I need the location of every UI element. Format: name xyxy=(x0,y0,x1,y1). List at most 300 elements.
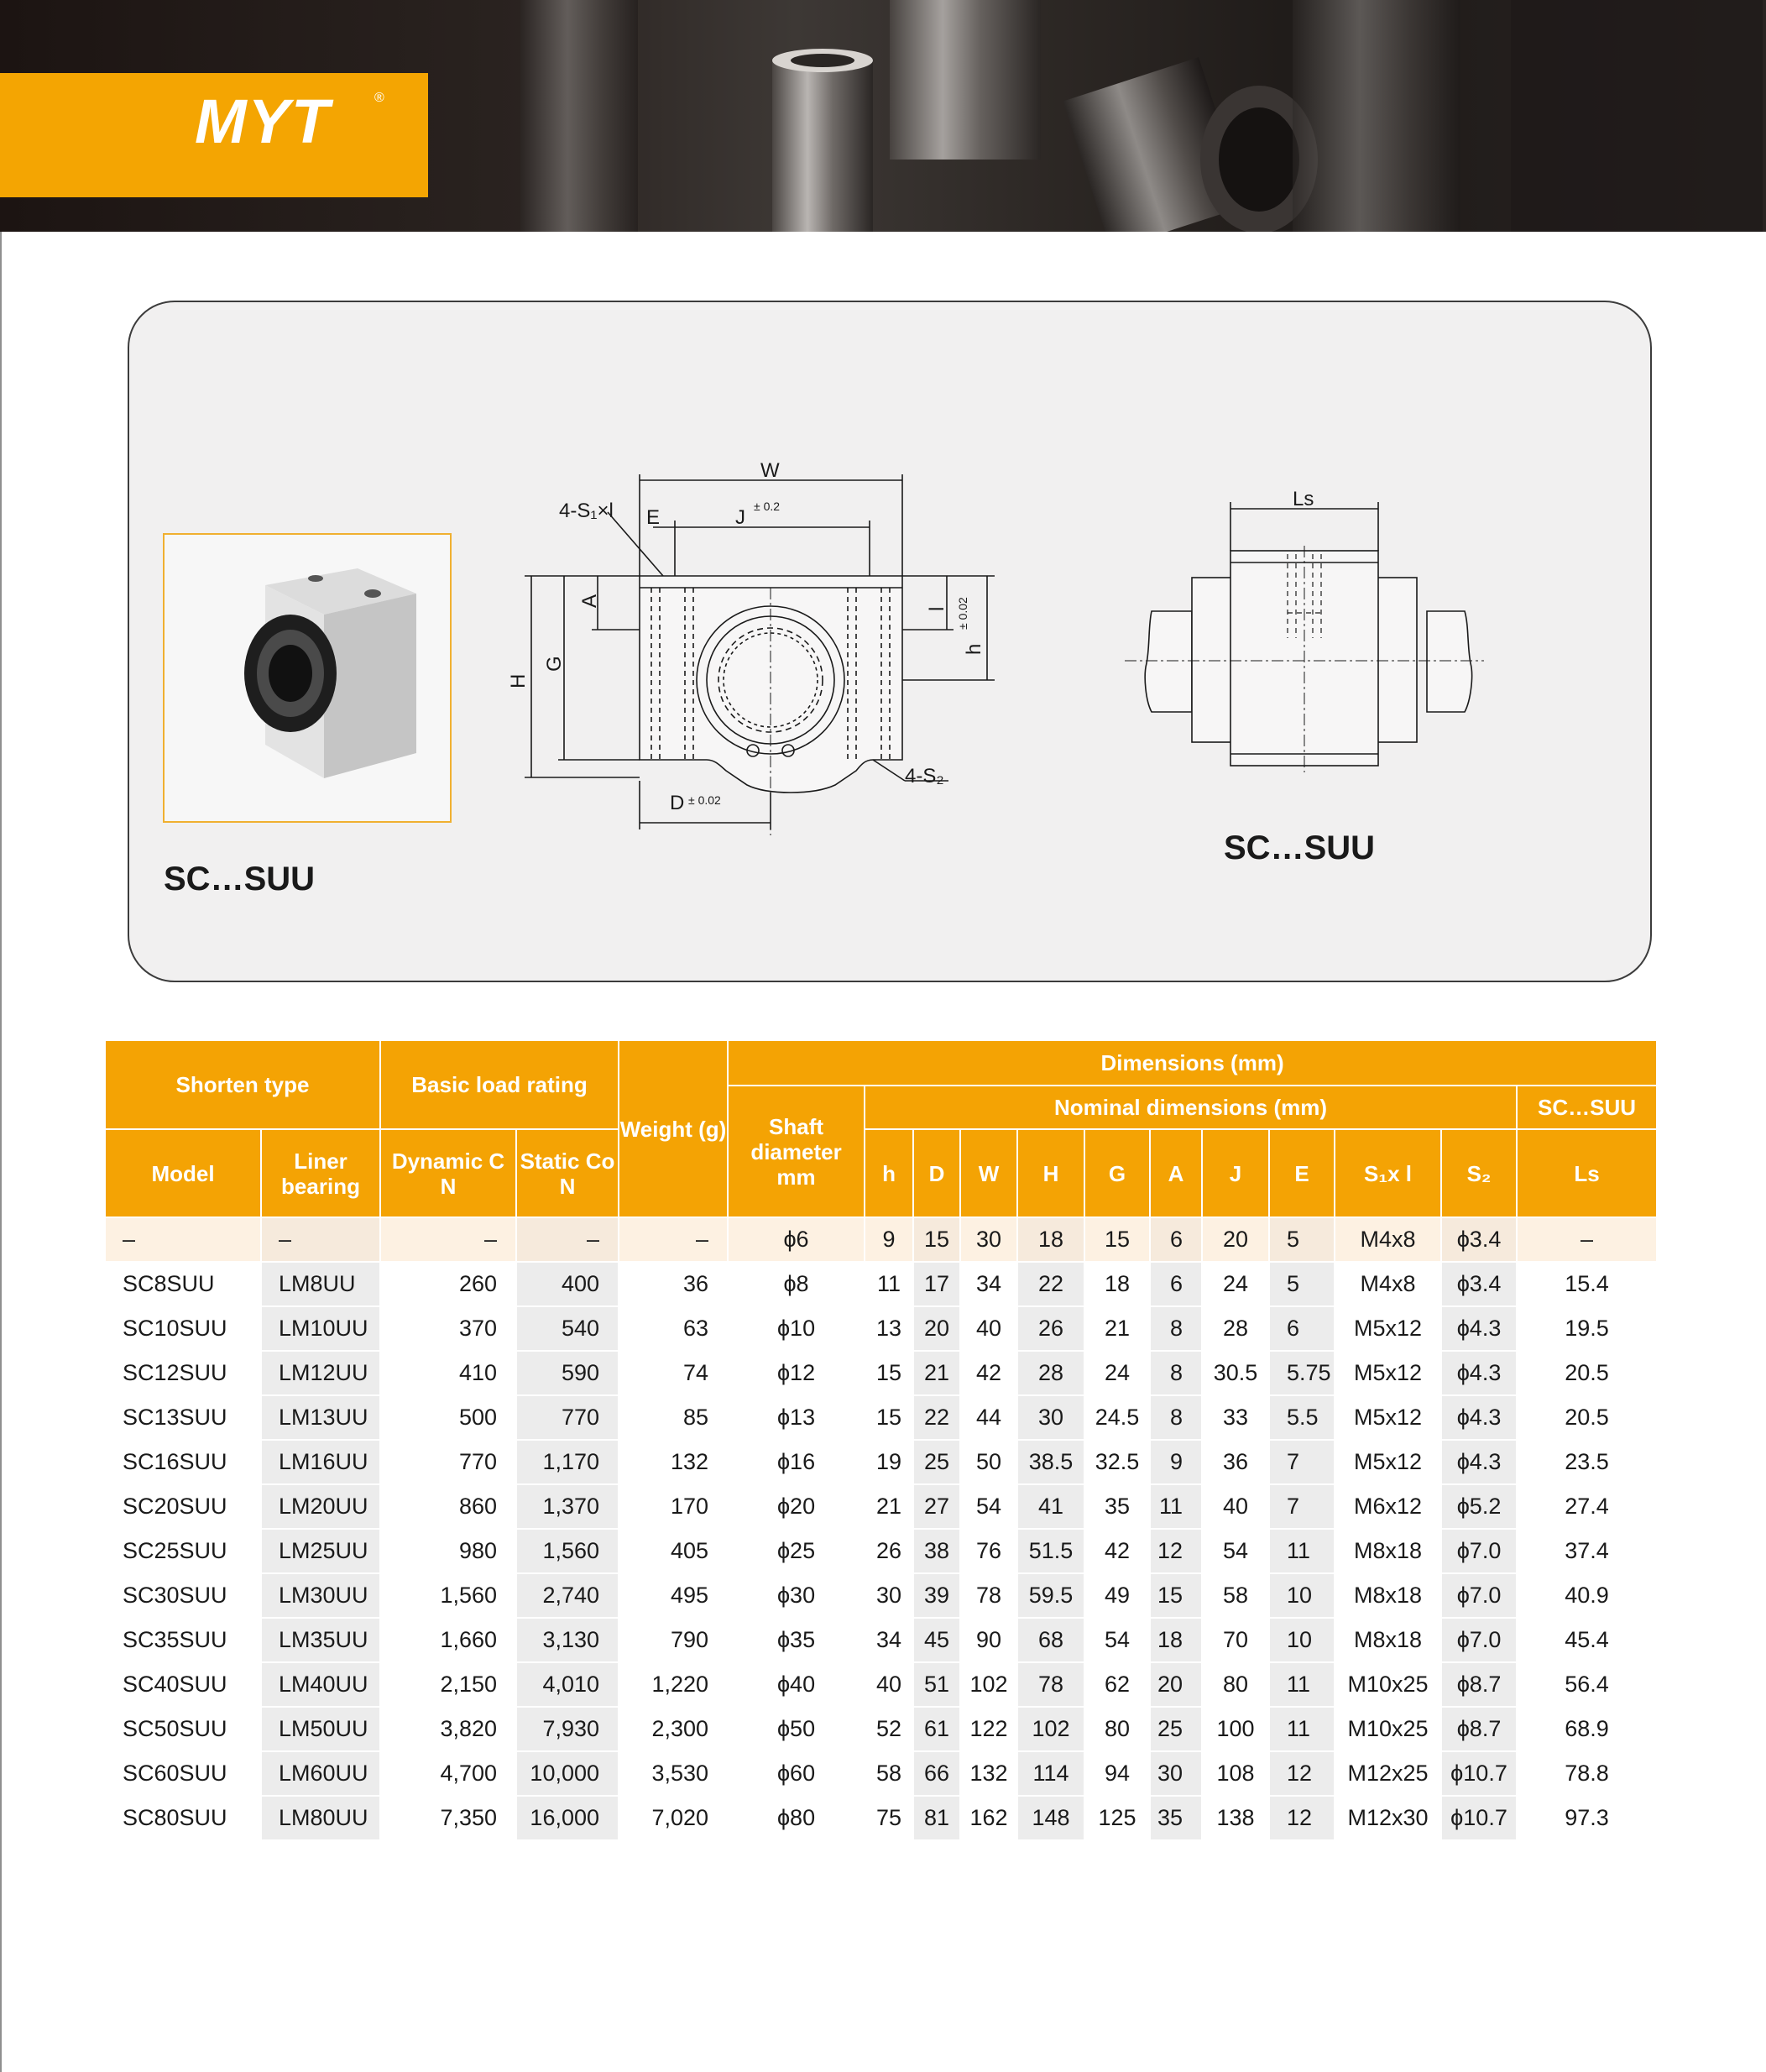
cell-Ls: 37.4 xyxy=(1517,1529,1657,1573)
hdr-W: W xyxy=(960,1129,1017,1217)
cell-J: 28 xyxy=(1202,1306,1269,1351)
page-left-rule xyxy=(0,232,2,2072)
hdr-shaft-label: Shaft diameter xyxy=(750,1113,842,1164)
cell-G: 62 xyxy=(1084,1662,1150,1707)
cell-h: 52 xyxy=(865,1707,913,1751)
label-Ls: Ls xyxy=(1293,488,1314,510)
cell-liner: LM12UU xyxy=(261,1351,380,1395)
hdr-shaft xyxy=(728,1086,865,1217)
cell-shaft: ϕ35 xyxy=(728,1618,865,1662)
cell-S1xl: M12x25 xyxy=(1335,1751,1441,1796)
cell-E: 12 xyxy=(1269,1796,1335,1840)
cell-model: SC8SUU xyxy=(106,1262,261,1306)
cell-S1xl: M8x18 xyxy=(1335,1529,1441,1573)
cell-liner: LM10UU xyxy=(261,1306,380,1351)
cell-liner: LM50UU xyxy=(261,1707,380,1751)
table-row xyxy=(106,1217,1657,1262)
cell-S1xl: M8x18 xyxy=(1335,1618,1441,1662)
cell-dynamic: – xyxy=(380,1217,516,1262)
cell-D: 51 xyxy=(913,1662,960,1707)
cell-G: 54 xyxy=(1084,1618,1150,1662)
hdr-G: G xyxy=(1084,1129,1150,1217)
cell-shaft: ϕ8 xyxy=(728,1262,865,1306)
cell-static: 590 xyxy=(516,1351,619,1395)
label-A: A xyxy=(578,594,601,608)
cell-S1xl: M5x12 xyxy=(1335,1306,1441,1351)
table-row xyxy=(106,1662,1657,1707)
label-H: H xyxy=(507,673,530,688)
cell-H: 102 xyxy=(1017,1707,1084,1751)
cell-weight: 74 xyxy=(619,1351,728,1395)
cell-D: 15 xyxy=(913,1217,960,1262)
cell-Ls: 20.5 xyxy=(1517,1395,1657,1440)
cell-G: 32.5 xyxy=(1084,1440,1150,1484)
cell-h: 11 xyxy=(865,1262,913,1306)
cell-model: SC12SUU xyxy=(106,1351,261,1395)
cell-D: 27 xyxy=(913,1484,960,1529)
spec-table-body xyxy=(106,1217,1657,1840)
cell-static: 1,170 xyxy=(516,1440,619,1484)
cell-A: 6 xyxy=(1150,1217,1202,1262)
cell-H: 26 xyxy=(1017,1306,1084,1351)
cell-shaft: ϕ16 xyxy=(728,1440,865,1484)
cell-H: 28 xyxy=(1017,1351,1084,1395)
cell-J: 70 xyxy=(1202,1618,1269,1662)
cell-D: 25 xyxy=(913,1440,960,1484)
cell-Ls: 15.4 xyxy=(1517,1262,1657,1306)
cell-W: 40 xyxy=(960,1306,1017,1351)
cell-dynamic: 410 xyxy=(380,1351,516,1395)
cell-Ls: 56.4 xyxy=(1517,1662,1657,1707)
cell-model: SC20SUU xyxy=(106,1484,261,1529)
label-h: h xyxy=(963,643,985,655)
cell-Ls: 20.5 xyxy=(1517,1351,1657,1395)
cell-A: 35 xyxy=(1150,1796,1202,1840)
cell-D: 17 xyxy=(913,1262,960,1306)
cell-W: 122 xyxy=(960,1707,1017,1751)
cell-S1xl: M8x18 xyxy=(1335,1573,1441,1618)
cell-model: SC60SUU xyxy=(106,1751,261,1796)
cell-H: 114 xyxy=(1017,1751,1084,1796)
table-row xyxy=(106,1573,1657,1618)
cell-static: 1,370 xyxy=(516,1484,619,1529)
cell-W: 34 xyxy=(960,1262,1017,1306)
hdr-Ls: Ls xyxy=(1517,1129,1657,1217)
front-view-drawing xyxy=(487,445,1024,848)
cell-S1xl: M4x8 xyxy=(1335,1262,1441,1306)
cell-weight: – xyxy=(619,1217,728,1262)
cell-E: 6 xyxy=(1269,1306,1335,1351)
cell-weight: 7,020 xyxy=(619,1796,728,1840)
cell-weight: 85 xyxy=(619,1395,728,1440)
cell-A: 12 xyxy=(1150,1529,1202,1573)
side-view-drawing xyxy=(1108,479,1494,789)
cell-A: 18 xyxy=(1150,1618,1202,1662)
cell-S1xl: M5x12 xyxy=(1335,1440,1441,1484)
cell-J: 33 xyxy=(1202,1395,1269,1440)
cell-G: 94 xyxy=(1084,1751,1150,1796)
cell-dynamic: 1,560 xyxy=(380,1573,516,1618)
cell-D: 21 xyxy=(913,1351,960,1395)
cell-J: 54 xyxy=(1202,1529,1269,1573)
hdr-static: Static Co N xyxy=(516,1129,619,1217)
cell-S2: ϕ7.0 xyxy=(1441,1618,1517,1662)
cell-A: 8 xyxy=(1150,1351,1202,1395)
table-row xyxy=(106,1262,1657,1306)
cell-S2: ϕ10.7 xyxy=(1441,1751,1517,1796)
cell-static: – xyxy=(516,1217,619,1262)
cell-E: 12 xyxy=(1269,1751,1335,1796)
hdr-J: J xyxy=(1202,1129,1269,1217)
cell-weight: 36 xyxy=(619,1262,728,1306)
label-D-tol: ± 0.02 xyxy=(688,793,721,807)
cell-liner: LM20UU xyxy=(261,1484,380,1529)
cell-shaft: ϕ10 xyxy=(728,1306,865,1351)
table-row xyxy=(106,1440,1657,1484)
cell-J: 36 xyxy=(1202,1440,1269,1484)
hdr-dimensions: Dimensions (mm) xyxy=(728,1041,1657,1086)
cell-static: 770 xyxy=(516,1395,619,1440)
cell-shaft: ϕ80 xyxy=(728,1796,865,1840)
cell-G: 24 xyxy=(1084,1351,1150,1395)
label-J-tol: ± 0.2 xyxy=(754,500,781,513)
cell-Ls: 68.9 xyxy=(1517,1707,1657,1751)
cell-J: 108 xyxy=(1202,1751,1269,1796)
cell-G: 49 xyxy=(1084,1573,1150,1618)
cell-S2: ϕ4.3 xyxy=(1441,1395,1517,1440)
cell-static: 540 xyxy=(516,1306,619,1351)
cell-weight: 790 xyxy=(619,1618,728,1662)
cell-weight: 405 xyxy=(619,1529,728,1573)
label-D: D xyxy=(670,792,685,814)
cell-h: 30 xyxy=(865,1573,913,1618)
table-row xyxy=(106,1751,1657,1796)
cell-S2: ϕ7.0 xyxy=(1441,1573,1517,1618)
header-banner xyxy=(0,0,1766,232)
cell-weight: 3,530 xyxy=(619,1751,728,1796)
cell-W: 78 xyxy=(960,1573,1017,1618)
label-S1: 4-S₁×l xyxy=(559,500,614,522)
cell-model: SC13SUU xyxy=(106,1395,261,1440)
cell-G: 24.5 xyxy=(1084,1395,1150,1440)
cell-h: 13 xyxy=(865,1306,913,1351)
cell-H: 148 xyxy=(1017,1796,1084,1840)
cell-model: SC80SUU xyxy=(106,1796,261,1840)
cell-J: 58 xyxy=(1202,1573,1269,1618)
cell-A: 11 xyxy=(1150,1484,1202,1529)
cell-S1xl: M5x12 xyxy=(1335,1351,1441,1395)
cell-shaft: ϕ40 xyxy=(728,1662,865,1707)
cell-Ls: 19.5 xyxy=(1517,1306,1657,1351)
cell-E: 11 xyxy=(1269,1662,1335,1707)
cell-J: 100 xyxy=(1202,1707,1269,1751)
cell-model: – xyxy=(106,1217,261,1262)
cell-dynamic: 2,150 xyxy=(380,1662,516,1707)
hdr-A: A xyxy=(1150,1129,1202,1217)
label-S2: 4-S₂ xyxy=(905,765,944,787)
cell-W: 54 xyxy=(960,1484,1017,1529)
cell-S1xl: M12x30 xyxy=(1335,1796,1441,1840)
cell-dynamic: 860 xyxy=(380,1484,516,1529)
cell-S2: ϕ8.7 xyxy=(1441,1707,1517,1751)
cell-liner: LM35UU xyxy=(261,1618,380,1662)
cell-liner: LM8UU xyxy=(261,1262,380,1306)
cell-dynamic: 980 xyxy=(380,1529,516,1573)
cell-H: 51.5 xyxy=(1017,1529,1084,1573)
cell-J: 30.5 xyxy=(1202,1351,1269,1395)
cell-G: 15 xyxy=(1084,1217,1150,1262)
cell-S1xl: M10x25 xyxy=(1335,1662,1441,1707)
cell-S2: ϕ10.7 xyxy=(1441,1796,1517,1840)
cell-A: 6 xyxy=(1150,1262,1202,1306)
cell-Ls: 78.8 xyxy=(1517,1751,1657,1796)
hdr-D: D xyxy=(913,1129,960,1217)
label-E: E xyxy=(646,506,661,529)
cell-static: 2,740 xyxy=(516,1573,619,1618)
cell-h: 19 xyxy=(865,1440,913,1484)
cell-H: 41 xyxy=(1017,1484,1084,1529)
cell-J: 80 xyxy=(1202,1662,1269,1707)
cell-shaft: ϕ13 xyxy=(728,1395,865,1440)
cell-A: 8 xyxy=(1150,1306,1202,1351)
cell-A: 25 xyxy=(1150,1707,1202,1751)
cell-S2: ϕ3.4 xyxy=(1441,1217,1517,1262)
hdr-shaft-unit: mm xyxy=(776,1164,816,1190)
cell-model: SC16SUU xyxy=(106,1440,261,1484)
cell-h: 15 xyxy=(865,1351,913,1395)
hdr-nominal: Nominal dimensions (mm) xyxy=(865,1086,1517,1129)
cell-weight: 2,300 xyxy=(619,1707,728,1751)
cell-liner: LM13UU xyxy=(261,1395,380,1440)
cell-weight: 63 xyxy=(619,1306,728,1351)
cell-Ls: 23.5 xyxy=(1517,1440,1657,1484)
cell-shaft: ϕ25 xyxy=(728,1529,865,1573)
cell-static: 1,560 xyxy=(516,1529,619,1573)
cell-H: 18 xyxy=(1017,1217,1084,1262)
label-G: G xyxy=(543,656,566,672)
table-row xyxy=(106,1529,1657,1573)
cell-model: SC25SUU xyxy=(106,1529,261,1573)
cell-static: 400 xyxy=(516,1262,619,1306)
cell-W: 30 xyxy=(960,1217,1017,1262)
cell-static: 3,130 xyxy=(516,1618,619,1662)
cell-static: 16,000 xyxy=(516,1796,619,1840)
pillow-block-photo xyxy=(165,535,450,821)
hdr-basic-load: Basic load rating xyxy=(380,1041,619,1129)
cell-E: 11 xyxy=(1269,1707,1335,1751)
cell-S1xl: M10x25 xyxy=(1335,1707,1441,1751)
hdr-shorten-type: Shorten type xyxy=(106,1041,380,1129)
brand-logo: MYT xyxy=(195,86,332,156)
cell-static: 10,000 xyxy=(516,1751,619,1796)
hdr-E: E xyxy=(1269,1129,1335,1217)
cell-E: 7 xyxy=(1269,1484,1335,1529)
table-row xyxy=(106,1618,1657,1662)
cell-S1xl: M4x8 xyxy=(1335,1217,1441,1262)
cell-W: 42 xyxy=(960,1351,1017,1395)
cell-E: 5.5 xyxy=(1269,1395,1335,1440)
cell-D: 66 xyxy=(913,1751,960,1796)
cell-S2: ϕ4.3 xyxy=(1441,1306,1517,1351)
label-l: l xyxy=(926,606,948,611)
cell-model: SC35SUU xyxy=(106,1618,261,1662)
cell-W: 44 xyxy=(960,1395,1017,1440)
cell-model: SC30SUU xyxy=(106,1573,261,1618)
table-row xyxy=(106,1351,1657,1395)
cell-W: 102 xyxy=(960,1662,1017,1707)
cell-D: 22 xyxy=(913,1395,960,1440)
drawing-caption: SC…SUU xyxy=(1224,829,1376,866)
cell-H: 30 xyxy=(1017,1395,1084,1440)
cell-D: 81 xyxy=(913,1796,960,1840)
cell-h: 75 xyxy=(865,1796,913,1840)
cell-Ls: 97.3 xyxy=(1517,1796,1657,1840)
cell-E: 5 xyxy=(1269,1217,1335,1262)
cell-J: 40 xyxy=(1202,1484,1269,1529)
hdr-sc-suu: SC…SUU xyxy=(1517,1086,1657,1129)
cell-S2: ϕ4.3 xyxy=(1441,1351,1517,1395)
hdr-S1xl: S₁x l xyxy=(1335,1129,1441,1217)
cell-A: 8 xyxy=(1150,1395,1202,1440)
cell-E: 5.75 xyxy=(1269,1351,1335,1395)
cell-dynamic: 370 xyxy=(380,1306,516,1351)
table-row xyxy=(106,1306,1657,1351)
cell-A: 9 xyxy=(1150,1440,1202,1484)
label-W: W xyxy=(760,459,780,482)
cell-A: 20 xyxy=(1150,1662,1202,1707)
cell-W: 76 xyxy=(960,1529,1017,1573)
cell-model: SC50SUU xyxy=(106,1707,261,1751)
cell-liner: LM25UU xyxy=(261,1529,380,1573)
cell-E: 5 xyxy=(1269,1262,1335,1306)
cell-h: 9 xyxy=(865,1217,913,1262)
cell-E: 11 xyxy=(1269,1529,1335,1573)
cell-h: 34 xyxy=(865,1618,913,1662)
cell-W: 50 xyxy=(960,1440,1017,1484)
cell-liner: LM16UU xyxy=(261,1440,380,1484)
hdr-liner: Liner bearing xyxy=(261,1129,380,1217)
cell-D: 61 xyxy=(913,1707,960,1751)
cell-weight: 495 xyxy=(619,1573,728,1618)
cell-liner: LM80UU xyxy=(261,1796,380,1840)
cell-H: 78 xyxy=(1017,1662,1084,1707)
hdr-S2: S₂ xyxy=(1441,1129,1517,1217)
cell-liner: LM60UU xyxy=(261,1751,380,1796)
product-photo-frame xyxy=(163,533,452,823)
cell-S2: ϕ5.2 xyxy=(1441,1484,1517,1529)
cell-S2: ϕ7.0 xyxy=(1441,1529,1517,1573)
cell-weight: 1,220 xyxy=(619,1662,728,1707)
cell-Ls: 27.4 xyxy=(1517,1484,1657,1529)
cell-dynamic: 1,660 xyxy=(380,1618,516,1662)
hdr-dynamic: Dynamic C N xyxy=(380,1129,516,1217)
hdr-h: h xyxy=(865,1129,913,1217)
cell-h: 40 xyxy=(865,1662,913,1707)
cell-S1xl: M5x12 xyxy=(1335,1395,1441,1440)
hdr-weight: Weight (g) xyxy=(619,1041,728,1217)
cell-dynamic: 500 xyxy=(380,1395,516,1440)
cell-liner: LM40UU xyxy=(261,1662,380,1707)
cell-D: 38 xyxy=(913,1529,960,1573)
cell-liner: LM30UU xyxy=(261,1573,380,1618)
table-row xyxy=(106,1484,1657,1529)
cell-Ls: 45.4 xyxy=(1517,1618,1657,1662)
cell-G: 42 xyxy=(1084,1529,1150,1573)
cell-J: 24 xyxy=(1202,1262,1269,1306)
cell-G: 80 xyxy=(1084,1707,1150,1751)
cell-shaft: ϕ30 xyxy=(728,1573,865,1618)
cell-D: 39 xyxy=(913,1573,960,1618)
cell-h: 58 xyxy=(865,1751,913,1796)
cell-D: 45 xyxy=(913,1618,960,1662)
cell-dynamic: 260 xyxy=(380,1262,516,1306)
registered-mark: ® xyxy=(374,91,384,105)
cell-shaft: ϕ20 xyxy=(728,1484,865,1529)
label-J: J xyxy=(735,506,745,529)
cell-model: SC10SUU xyxy=(106,1306,261,1351)
cell-A: 15 xyxy=(1150,1573,1202,1618)
cell-weight: 132 xyxy=(619,1440,728,1484)
cell-dynamic: 4,700 xyxy=(380,1751,516,1796)
hdr-H: H xyxy=(1017,1129,1084,1217)
cell-E: 10 xyxy=(1269,1573,1335,1618)
cell-S2: ϕ3.4 xyxy=(1441,1262,1517,1306)
cell-h: 15 xyxy=(865,1395,913,1440)
cell-E: 10 xyxy=(1269,1618,1335,1662)
cell-H: 22 xyxy=(1017,1262,1084,1306)
cell-static: 7,930 xyxy=(516,1707,619,1751)
cell-G: 125 xyxy=(1084,1796,1150,1840)
cell-H: 68 xyxy=(1017,1618,1084,1662)
cell-G: 21 xyxy=(1084,1306,1150,1351)
cell-G: 35 xyxy=(1084,1484,1150,1529)
cell-liner: – xyxy=(261,1217,380,1262)
cell-W: 90 xyxy=(960,1618,1017,1662)
cell-S2: ϕ4.3 xyxy=(1441,1440,1517,1484)
cell-dynamic: 7,350 xyxy=(380,1796,516,1840)
cell-S1xl: M6x12 xyxy=(1335,1484,1441,1529)
cell-J: 20 xyxy=(1202,1217,1269,1262)
cell-shaft: ϕ60 xyxy=(728,1751,865,1796)
cell-dynamic: 3,820 xyxy=(380,1707,516,1751)
cell-H: 59.5 xyxy=(1017,1573,1084,1618)
cell-W: 132 xyxy=(960,1751,1017,1796)
cell-H: 38.5 xyxy=(1017,1440,1084,1484)
cell-h: 26 xyxy=(865,1529,913,1573)
cell-Ls: 40.9 xyxy=(1517,1573,1657,1618)
hdr-model: Model xyxy=(106,1129,261,1217)
table-row xyxy=(106,1395,1657,1440)
cell-Ls: – xyxy=(1517,1217,1657,1262)
label-h-tol: ± 0.02 xyxy=(956,597,969,630)
cell-W: 162 xyxy=(960,1796,1017,1840)
cell-D: 20 xyxy=(913,1306,960,1351)
cell-shaft: ϕ12 xyxy=(728,1351,865,1395)
cell-G: 18 xyxy=(1084,1262,1150,1306)
cell-shaft: ϕ50 xyxy=(728,1707,865,1751)
photo-caption: SC…SUU xyxy=(164,861,316,897)
cell-static: 4,010 xyxy=(516,1662,619,1707)
cell-weight: 170 xyxy=(619,1484,728,1529)
cell-S2: ϕ8.7 xyxy=(1441,1662,1517,1707)
cell-model: SC40SUU xyxy=(106,1662,261,1707)
cell-J: 138 xyxy=(1202,1796,1269,1840)
cell-dynamic: 770 xyxy=(380,1440,516,1484)
table-row xyxy=(106,1707,1657,1751)
cell-E: 7 xyxy=(1269,1440,1335,1484)
cell-h: 21 xyxy=(865,1484,913,1529)
cell-shaft: ϕ6 xyxy=(728,1217,865,1262)
